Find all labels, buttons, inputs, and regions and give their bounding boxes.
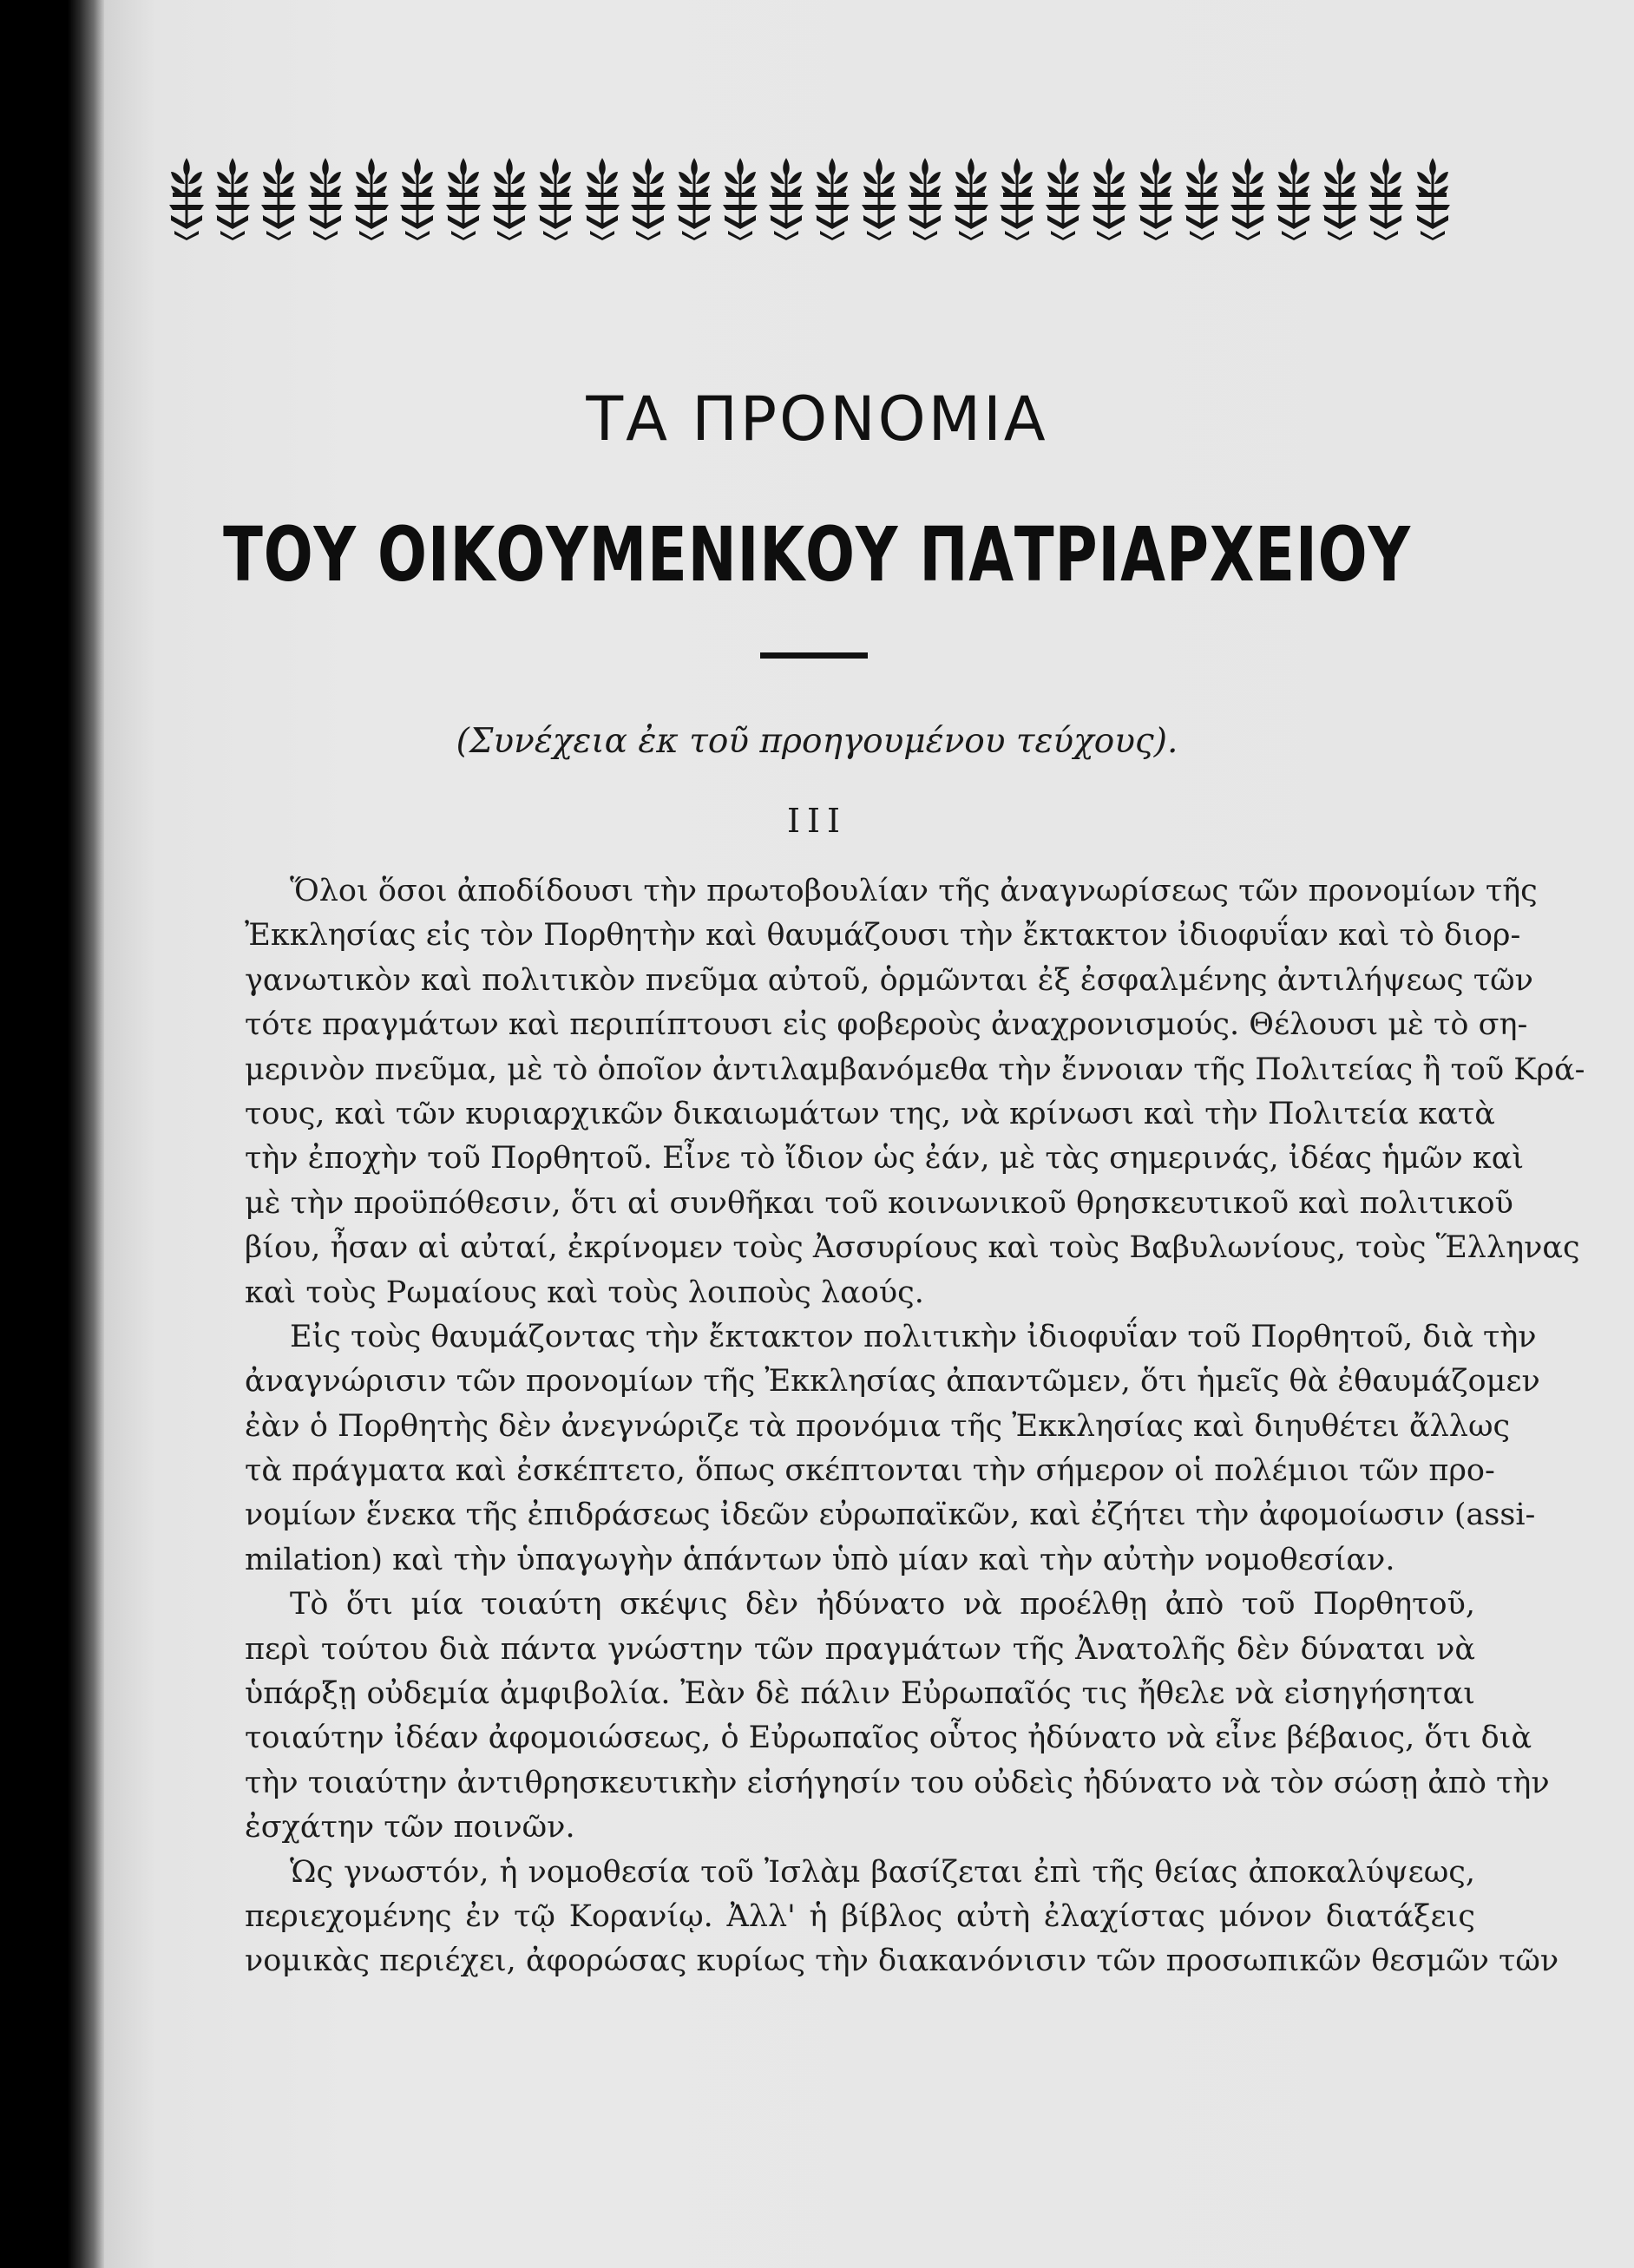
title-rule bbox=[760, 652, 868, 659]
fleuron-icon bbox=[1275, 154, 1313, 241]
text-line: Ἐκκλησίας εἰς τὸν Πορθητὴν καὶ θαυμάζουσι τὴν ἔκτακτον ἰδιοφυΐαν καὶ τὸ διορ- bbox=[245, 918, 1521, 954]
text-line: μερινὸν πνεῦμα, μὲ τὸ ὁποῖον ἀντιλαμβανόμεθα τὴν ἔννοιαν τῆς Πολιτείας ἢ τοῦ Κρά- bbox=[245, 1052, 1585, 1087]
text-line: ἀναγνώρισιν τῶν προνομίων τῆς Ἐκκλησίας ἀπαντῶμεν, ὅτι ἡμεῖς θὰ ἐθαυμάζομεν bbox=[245, 1364, 1540, 1399]
decorative-ornament-band bbox=[167, 154, 1452, 241]
text-line: ὑπάρξῃ οὐδεμία ἀμφιβολία. Ἐὰν δὲ πάλιν Εὐρωπαῖός τις ἤθελε νὰ εἰσηγήσηται bbox=[245, 1676, 1475, 1712]
fleuron-icon bbox=[1137, 154, 1175, 241]
fleuron-icon bbox=[813, 154, 851, 241]
text-line: Εἰς τοὺς θαυμάζοντας τὴν ἔκτακτον πολιτικὴν ἰδιοφυΐαν τοῦ Πορθητοῦ, διὰ τὴν bbox=[290, 1319, 1537, 1354]
continuation-note: (Συνέχεια ἐκ τοῦ προηγουμένου τεύχους). bbox=[456, 722, 1178, 761]
fleuron-icon bbox=[259, 154, 298, 241]
text-line: καὶ τοὺς Ρωμαίους καὶ τοὺς λοιποὺς λαούς. bbox=[245, 1275, 924, 1310]
text-line: Ὅλοι ὅσοι ἀποδίδουσι τὴν πρωτοβουλίαν τῆς ἀναγνωρίσεως τῶν προνομίων τῆς bbox=[290, 874, 1538, 908]
text-line: βίου, ἦσαν αἱ αὐταί, ἐκρίνομεν τοὺς Ἀσσυρίους καὶ τοὺς Βαβυλωνίους, τοὺς Ἕλληνας bbox=[245, 1230, 1580, 1266]
text-line: τὰ πράγματα καὶ ἐσκέπτετο, ὅπως σκέπτονται τὴν σήμερον οἱ πολέμιοι τῶν προ- bbox=[245, 1453, 1495, 1489]
text-line: μὲ τὴν προϋπόθεσιν, ὅτι αἱ συνθῆκαι τοῦ κοινωνικοῦ θρησκευτικοῦ καὶ πολιτικοῦ bbox=[245, 1185, 1513, 1221]
section-number: III bbox=[786, 802, 848, 840]
fleuron-icon bbox=[629, 154, 667, 241]
text-line: Ὡς γνωστόν, ἡ νομοθεσία τοῦ Ἰσλὰμ βασίζεται ἐπὶ τῆς θείας ἀποκαλύψεως, bbox=[290, 1854, 1475, 1890]
fleuron-icon bbox=[1414, 154, 1452, 241]
fleuron-icon bbox=[1321, 154, 1359, 241]
fleuron-icon bbox=[1044, 154, 1082, 241]
text-line: τοιαύτην ἰδέαν ἀφομοιώσεως, ὁ Εὐρωπαῖος οὗτος ἠδύνατο νὰ εἶνε βέβαιος, ὅτι διὰ bbox=[245, 1721, 1532, 1756]
paragraph bbox=[245, 1583, 1550, 1850]
fleuron-icon bbox=[398, 154, 436, 241]
fleuron-icon bbox=[1090, 154, 1128, 241]
fleuron-icon bbox=[306, 154, 345, 241]
fleuron-icon bbox=[213, 154, 252, 241]
fleuron-icon bbox=[906, 154, 944, 241]
book-binding-shadow bbox=[0, 0, 104, 2268]
text-line: γανωτικὸν καὶ πολιτικὸν πνεῦμα αὐτοῦ, ὁρμῶνται ἐξ ἐσφαλμένης ἀντιλήψεως τῶν bbox=[245, 962, 1533, 998]
fleuron-icon bbox=[675, 154, 713, 241]
text-line: νομίων ἕνεκα τῆς ἐπιδράσεως ἰδεῶν εὐρωπαϊκῶν, καὶ ἐζήτει τὴν ἀφομοίωσιν (assi- bbox=[245, 1498, 1536, 1533]
fleuron-icon bbox=[490, 154, 528, 241]
fleuron-icon bbox=[767, 154, 805, 241]
text-line: τους, καὶ τῶν κυριαρχικῶν δικαιωμάτων της, νὰ κρίνωσι καὶ τὴν Πολιτεία κατὰ bbox=[245, 1096, 1495, 1131]
text-line: τὴν ἐποχὴν τοῦ Πορθητοῦ. Εἶνε τὸ ἴδιον ὡς ἐάν, μὲ τὰς σημερινάς, ἰδέας ἡμῶν καὶ bbox=[245, 1141, 1525, 1177]
page-subtitle: ΤΟΥ ΟΙΚΟΥΜΕΝΙΚΟΥ ΠΑΤΡΙΑΡΧΕΙΟΥ bbox=[223, 512, 1411, 599]
paragraph bbox=[245, 1851, 1559, 1984]
text-line: Τὸ ὅτι μία τοιαύτη σκέψις δὲν ἠδύνατο νὰ προέλθῃ ἀπὸ τοῦ Πορθητοῦ, bbox=[290, 1587, 1475, 1622]
text-line: περιεχομένης ἐν τῷ Κορανίῳ. Ἀλλ' ἡ βίβλος αὐτὴ ἐλαχίστας μόνον διατάξεις bbox=[245, 1898, 1475, 1934]
text-line: milation) καὶ τὴν ὑπαγωγὴν ἁπάντων ὑπὸ μίαν καὶ τὴν αὐτὴν νομοθεσίαν. bbox=[245, 1542, 1395, 1577]
fleuron-icon bbox=[352, 154, 390, 241]
body-text bbox=[245, 869, 1585, 1984]
paragraph bbox=[245, 869, 1585, 1315]
text-line: τότε πραγμάτων καὶ περιπίπτουσι εἰς φοβεροὺς ἀναχρονισμούς. Θέλουσι μὲ τὸ ση- bbox=[245, 1007, 1528, 1043]
fleuron-icon bbox=[583, 154, 621, 241]
fleuron-icon bbox=[860, 154, 898, 241]
page-title: ΤΑ ΠΡΟΝΟΜΙΑ bbox=[586, 383, 1048, 455]
text-line: περὶ τούτου διὰ πάντα γνώστην τῶν πραγμάτων τῆς Ἀνατολῆς δὲν δύναται νὰ bbox=[245, 1631, 1475, 1667]
text-line: τὴν τοιαύτην ἀντιθρησκευτικὴν εἰσήγησίν του οὐδεὶς ἠδύνατο νὰ τὸν σώσῃ ἀπὸ τὴν bbox=[245, 1765, 1550, 1800]
fleuron-icon bbox=[167, 154, 206, 241]
fleuron-icon bbox=[952, 154, 990, 241]
fleuron-icon bbox=[1183, 154, 1221, 241]
text-line: νομικὰς περιέχει, ἀφορώσας κυρίως τὴν διακανόνισιν τῶν προσωπικῶν θεσμῶν τῶν bbox=[245, 1944, 1559, 1979]
fleuron-icon bbox=[721, 154, 759, 241]
fleuron-icon bbox=[536, 154, 574, 241]
text-line: ἐὰν ὁ Πορθητὴς δὲν ἀνεγνώριζε τὰ προνόμια τῆς Ἐκκλησίας καὶ διηυθέτει ἄλλως bbox=[245, 1408, 1511, 1444]
fleuron-icon bbox=[998, 154, 1036, 241]
paragraph bbox=[245, 1315, 1540, 1583]
fleuron-icon bbox=[444, 154, 482, 241]
fleuron-icon bbox=[1229, 154, 1267, 241]
text-line: ἐσχάτην τῶν ποινῶν. bbox=[245, 1810, 575, 1845]
fleuron-icon bbox=[1367, 154, 1405, 241]
